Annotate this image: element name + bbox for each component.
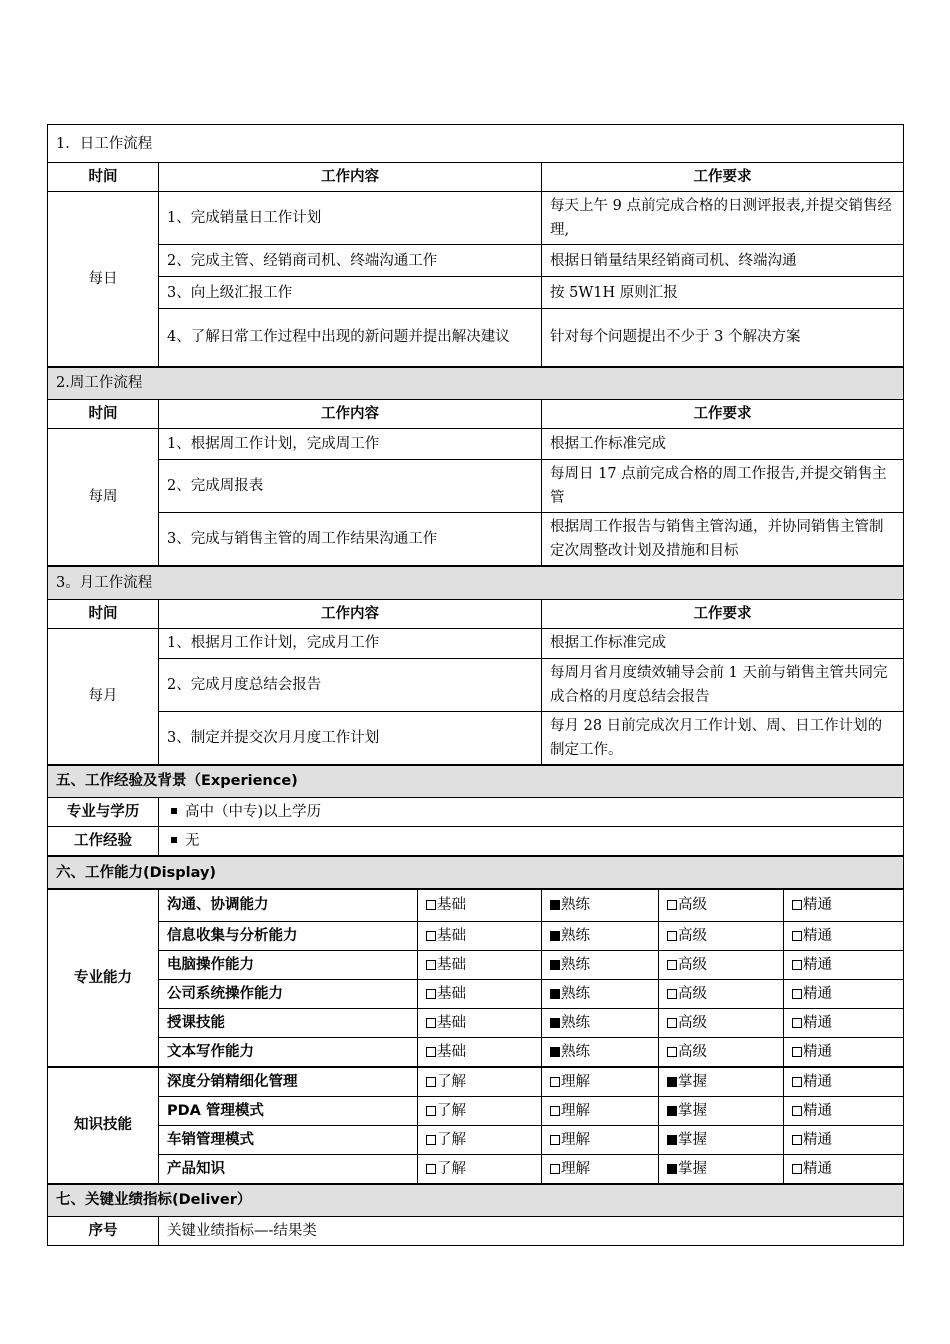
professional-ability-level-label: 高级	[678, 897, 707, 914]
checked-box-icon[interactable]	[667, 1164, 677, 1174]
knowledge-skill-level-option[interactable]	[659, 1096, 784, 1125]
unchecked-box-icon[interactable]	[792, 960, 802, 970]
daily-req-4: 针对每个问题提出不少于 3 个解决方案	[542, 309, 904, 367]
unchecked-box-icon[interactable]	[426, 931, 436, 941]
checked-box-icon[interactable]	[550, 989, 560, 999]
professional-ability-level-label: 高级	[678, 956, 707, 973]
professional-ability-level-option[interactable]	[418, 950, 542, 979]
checked-box-icon[interactable]	[667, 1106, 677, 1116]
bullet-icon	[171, 837, 177, 843]
weekly-section-title: 2.周工作流程	[48, 367, 904, 400]
professional-ability-level-label: 基础	[437, 956, 466, 973]
monthly-header-content: 工作内容	[159, 599, 542, 628]
unchecked-box-icon[interactable]	[426, 1077, 436, 1087]
experience-label-work: 工作经验	[48, 827, 159, 857]
professional-ability-level-option[interactable]	[418, 921, 542, 950]
checked-box-icon[interactable]	[550, 1018, 560, 1028]
unchecked-box-icon[interactable]	[792, 900, 802, 910]
knowledge-skill-item: PDA 管理模式	[159, 1096, 418, 1125]
knowledge-skill-item: 车销管理模式	[159, 1125, 418, 1154]
professional-ability-level-label: 精通	[803, 927, 832, 944]
unchecked-box-icon[interactable]	[667, 1047, 677, 1057]
professional-ability-level-option[interactable]	[418, 1037, 542, 1067]
knowledge-skill-level-option[interactable]	[418, 1067, 542, 1097]
daily-content-4-text: 4、了解日常工作过程中出现的新问题并提出解决建议	[167, 329, 510, 346]
weekly-period: 每周	[48, 429, 159, 567]
knowledge-skill-level-option[interactable]	[418, 1096, 542, 1125]
monthly-header-req: 工作要求	[542, 599, 904, 628]
professional-ability-item: 沟通、协调能力	[159, 889, 418, 921]
knowledge-skill-level-option[interactable]	[659, 1067, 784, 1097]
unchecked-box-icon[interactable]	[667, 931, 677, 941]
professional-ability-level-label: 精通	[803, 897, 832, 914]
professional-ability-level-option[interactable]	[659, 950, 784, 979]
professional-ability-level-option[interactable]	[784, 889, 904, 921]
monthly-period: 每月	[48, 628, 159, 765]
professional-ability-rows	[48, 889, 904, 1067]
unchecked-box-icon[interactable]	[426, 1018, 436, 1028]
checked-box-icon[interactable]	[550, 960, 560, 970]
professional-ability-level-label: 高级	[678, 1014, 707, 1031]
knowledge-skill-level-option[interactable]	[542, 1067, 659, 1097]
professional-ability-level-label: 精通	[803, 1014, 832, 1031]
professional-ability-item: 电脑操作能力	[159, 950, 418, 979]
professional-ability-level-label: 熟练	[561, 1043, 590, 1060]
unchecked-box-icon[interactable]	[426, 1135, 436, 1145]
knowledge-skill-item: 产品知识	[159, 1154, 418, 1184]
unchecked-box-icon[interactable]	[792, 1018, 802, 1028]
daily-req-3: 按 5W1H 原则汇报	[542, 277, 904, 309]
professional-ability-level-label: 熟练	[561, 897, 590, 914]
daily-header-time: 时间	[48, 163, 159, 192]
ability-section-title: 六、工作能力(Display)	[48, 856, 904, 889]
kpi-section-title: 七、关键业绩指标(Deliver）	[48, 1184, 904, 1217]
daily-req-1: 每天上午 9 点前完成合格的日测评报表,并提交销售经理,	[542, 192, 904, 245]
unchecked-box-icon[interactable]	[426, 1047, 436, 1057]
professional-ability-level-label: 高级	[678, 1043, 707, 1060]
professional-ability-level-option[interactable]	[659, 889, 784, 921]
unchecked-box-icon[interactable]	[792, 989, 802, 999]
weekly-req-2: 每周日 17 点前完成合格的周工作报告,并提交销售主管	[542, 460, 904, 513]
checked-box-icon[interactable]	[550, 1047, 560, 1057]
unchecked-box-icon[interactable]	[667, 1018, 677, 1028]
professional-ability-level-label: 基础	[437, 927, 466, 944]
knowledge-skill-level-label: 理解	[561, 1073, 590, 1090]
knowledge-skill-level-label: 掌握	[678, 1102, 707, 1119]
daily-header-content: 工作内容	[159, 163, 542, 192]
knowledge-skill-level-label: 了解	[437, 1131, 466, 1148]
unchecked-box-icon[interactable]	[667, 900, 677, 910]
knowledge-skill-item: 深度分销精细化管理	[159, 1067, 418, 1097]
unchecked-box-icon[interactable]	[792, 1164, 802, 1174]
weekly-content-3: 3、完成与销售主管的周工作结果沟通工作	[159, 513, 542, 567]
professional-ability-level-label: 精通	[803, 956, 832, 973]
monthly-content-1: 1、根据月工作计划，完成月工作	[159, 628, 542, 658]
unchecked-box-icon[interactable]	[792, 1135, 802, 1145]
knowledge-skill-label: 知识技能	[48, 1067, 159, 1184]
professional-ability-level-option[interactable]	[542, 950, 659, 979]
professional-ability-item: 信息收集与分析能力	[159, 921, 418, 950]
professional-ability-level-option[interactable]	[784, 950, 904, 979]
professional-ability-level-option[interactable]	[784, 979, 904, 1008]
professional-ability-item: 公司系统操作能力	[159, 979, 418, 1008]
professional-ability-level-option[interactable]	[542, 1037, 659, 1067]
professional-ability-level-option[interactable]	[784, 1008, 904, 1037]
kpi-header-result: 关键业绩指标—-结果类	[159, 1217, 904, 1246]
professional-ability-level-label: 精通	[803, 985, 832, 1002]
unchecked-box-icon[interactable]	[792, 1106, 802, 1116]
professional-ability-item: 授课技能	[159, 1008, 418, 1037]
job-description-table	[47, 124, 904, 1246]
knowledge-skill-level-option[interactable]	[784, 1125, 904, 1154]
knowledge-skill-level-label: 理解	[561, 1102, 590, 1119]
daily-content-1: 1、完成销量日工作计划	[159, 192, 542, 245]
unchecked-box-icon[interactable]	[667, 960, 677, 970]
unchecked-box-icon[interactable]	[426, 960, 436, 970]
professional-ability-level-option[interactable]	[659, 921, 784, 950]
knowledge-skill-level-label: 精通	[803, 1102, 832, 1119]
unchecked-box-icon[interactable]	[426, 1164, 436, 1174]
professional-ability-level-option[interactable]	[542, 889, 659, 921]
knowledge-skill-level-label: 了解	[437, 1073, 466, 1090]
professional-ability-level-label: 基础	[437, 1043, 466, 1060]
daily-header-req: 工作要求	[542, 163, 904, 192]
job-description-document	[47, 124, 903, 1246]
monthly-content-2: 2、完成月度总结会报告	[159, 658, 542, 711]
knowledge-skill-level-label: 掌握	[678, 1073, 707, 1090]
knowledge-skill-level-option[interactable]	[784, 1154, 904, 1184]
knowledge-skill-level-option[interactable]	[659, 1154, 784, 1184]
checked-box-icon[interactable]	[667, 1077, 677, 1087]
professional-ability-level-label: 熟练	[561, 956, 590, 973]
checked-box-icon[interactable]	[550, 931, 560, 941]
professional-ability-level-label: 高级	[678, 985, 707, 1002]
knowledge-skill-level-label: 了解	[437, 1160, 466, 1177]
daily-content-3: 3、向上级汇报工作	[159, 277, 542, 309]
experience-section-title: 五、工作经验及背景（Experience)	[48, 765, 904, 798]
experience-label-education: 专业与学历	[48, 798, 159, 827]
unchecked-box-icon[interactable]	[426, 1106, 436, 1116]
bullet-icon	[171, 808, 177, 814]
monthly-req-1: 根据工作标准完成	[542, 628, 904, 658]
professional-ability-level-label: 熟练	[561, 927, 590, 944]
professional-ability-level-label: 高级	[678, 927, 707, 944]
unchecked-box-icon[interactable]	[426, 989, 436, 999]
professional-ability-level-label: 熟练	[561, 1014, 590, 1031]
knowledge-skill-rows	[48, 1067, 904, 1184]
unchecked-box-icon[interactable]	[550, 1135, 560, 1145]
professional-ability-level-option[interactable]	[418, 1008, 542, 1037]
checked-box-icon[interactable]	[667, 1135, 677, 1145]
knowledge-skill-level-label: 精通	[803, 1131, 832, 1148]
knowledge-skill-level-label: 掌握	[678, 1131, 707, 1148]
unchecked-box-icon[interactable]	[550, 1106, 560, 1116]
weekly-header-req: 工作要求	[542, 400, 904, 429]
professional-ability-level-option[interactable]	[542, 979, 659, 1008]
checked-box-icon[interactable]	[550, 900, 560, 910]
unchecked-box-icon[interactable]	[792, 931, 802, 941]
knowledge-skill-level-label: 理解	[561, 1160, 590, 1177]
professional-ability-level-option[interactable]	[418, 979, 542, 1008]
knowledge-skill-level-option[interactable]	[418, 1154, 542, 1184]
unchecked-box-icon[interactable]	[550, 1164, 560, 1174]
monthly-header-time: 时间	[48, 599, 159, 628]
daily-content-2: 2、完成主管、经销商司机、终端沟通工作	[159, 245, 542, 277]
daily-section-title: 1．日工作流程	[48, 125, 904, 163]
professional-ability-item: 文本写作能力	[159, 1037, 418, 1067]
knowledge-skill-level-label: 了解	[437, 1102, 466, 1119]
professional-ability-level-option[interactable]	[659, 1037, 784, 1067]
knowledge-skill-level-option[interactable]	[418, 1125, 542, 1154]
monthly-req-2: 每周月省月度绩效辅导会前 1 天前与销售主管共同完成合格的月度总结会报告	[542, 658, 904, 711]
weekly-req-3: 根据周工作报告与销售主管沟通，并协同销售主管制定次周整改计划及措施和目标	[542, 513, 904, 567]
experience-value-education: 高中（中专)以上学历	[185, 804, 322, 820]
professional-ability-level-option[interactable]	[542, 921, 659, 950]
weekly-header-time: 时间	[48, 400, 159, 429]
kpi-header-index: 序号	[48, 1217, 159, 1246]
professional-ability-label: 专业能力	[48, 889, 159, 1067]
unchecked-box-icon[interactable]	[426, 900, 436, 910]
professional-ability-level-option[interactable]	[659, 1008, 784, 1037]
experience-value-work: 无	[185, 833, 200, 849]
weekly-content-2: 2、完成周报表	[159, 460, 542, 513]
knowledge-skill-level-label: 掌握	[678, 1160, 707, 1177]
knowledge-skill-level-option[interactable]	[659, 1125, 784, 1154]
weekly-header-content: 工作内容	[159, 400, 542, 429]
unchecked-box-icon[interactable]	[792, 1047, 802, 1057]
professional-ability-level-option[interactable]	[542, 1008, 659, 1037]
monthly-section-title: 3。月工作流程	[48, 566, 904, 599]
daily-req-2: 根据日销量结果经销商司机、终端沟通	[542, 245, 904, 277]
experience-value-work-cell	[159, 827, 904, 857]
knowledge-skill-level-option[interactable]	[542, 1125, 659, 1154]
knowledge-skill-level-label: 精通	[803, 1073, 832, 1090]
professional-ability-level-label: 基础	[437, 1014, 466, 1031]
professional-ability-level-option[interactable]	[784, 1037, 904, 1067]
monthly-content-3: 3、制定并提交次月月度工作计划	[159, 711, 542, 765]
daily-period: 每日	[48, 192, 159, 367]
weekly-req-1: 根据工作标准完成	[542, 429, 904, 460]
professional-ability-level-label: 基础	[437, 897, 466, 914]
knowledge-skill-level-option[interactable]	[784, 1096, 904, 1125]
experience-value-education-cell	[159, 798, 904, 827]
unchecked-box-icon[interactable]	[550, 1077, 560, 1087]
knowledge-skill-level-label: 精通	[803, 1160, 832, 1177]
professional-ability-level-label: 熟练	[561, 985, 590, 1002]
knowledge-skill-level-option[interactable]	[542, 1154, 659, 1184]
knowledge-skill-level-option[interactable]	[542, 1096, 659, 1125]
unchecked-box-icon[interactable]	[792, 1077, 802, 1087]
unchecked-box-icon[interactable]	[667, 989, 677, 999]
professional-ability-level-label: 精通	[803, 1043, 832, 1060]
weekly-content-1: 1、根据周工作计划，完成周工作	[159, 429, 542, 460]
professional-ability-level-label: 基础	[437, 985, 466, 1002]
knowledge-skill-level-option[interactable]	[784, 1067, 904, 1097]
professional-ability-level-option[interactable]	[659, 979, 784, 1008]
professional-ability-level-option[interactable]	[784, 921, 904, 950]
professional-ability-level-option[interactable]	[418, 889, 542, 921]
knowledge-skill-level-label: 理解	[561, 1131, 590, 1148]
daily-content-4	[159, 309, 542, 367]
monthly-req-3: 每月 28 日前完成次月工作计划、周、日工作计划的制定工作。	[542, 711, 904, 765]
